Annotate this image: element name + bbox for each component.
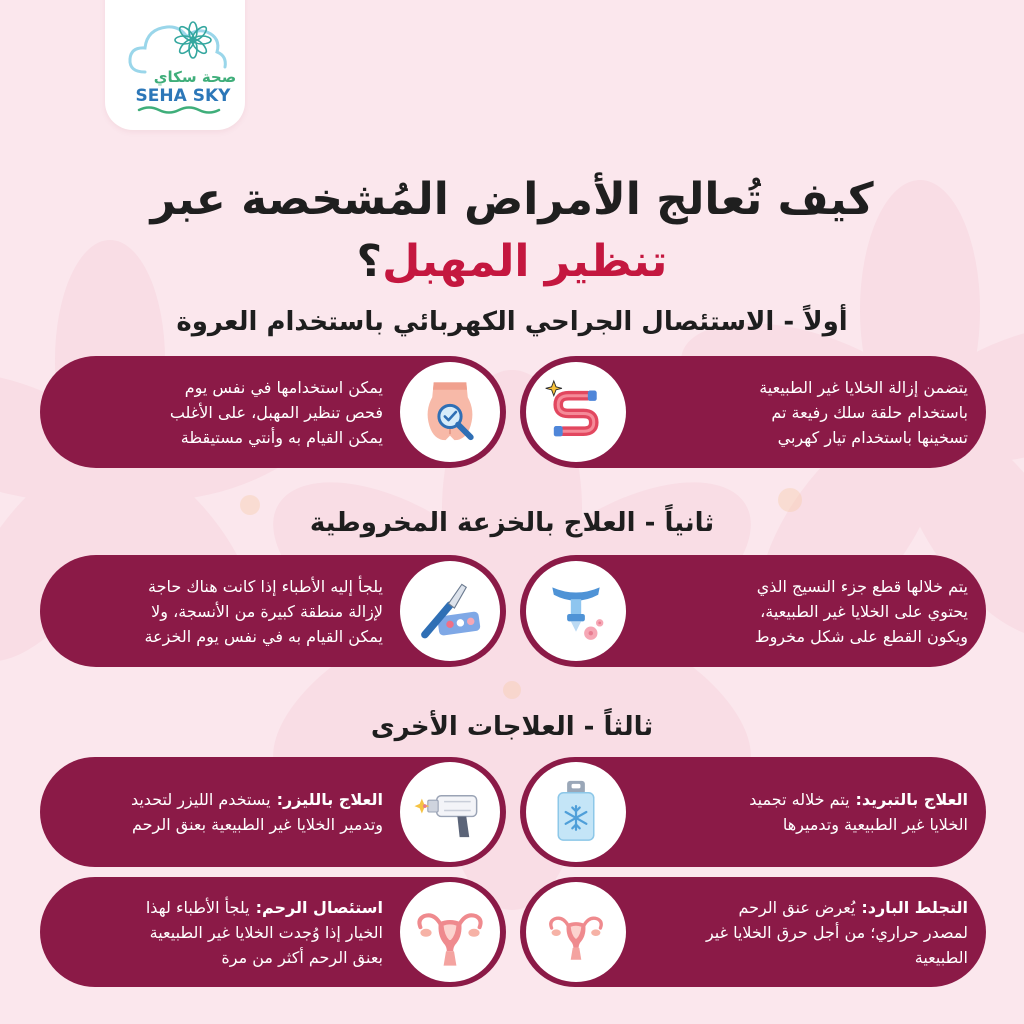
card-text	[58, 356, 383, 468]
logo-arabic-text: صحة سكاي	[153, 68, 237, 86]
card-text-line: يمكن استخدامها في نفس يوم	[184, 377, 383, 397]
card-text-line: يتم خلالها قطع جزء النسيج الذي	[756, 576, 968, 596]
card-text-line: الخلايا غير الطبيعية وتدميرها	[782, 815, 968, 834]
card-cone-biopsy-method	[520, 555, 986, 667]
card-text	[643, 356, 968, 468]
icon-circle	[400, 882, 500, 982]
section-heading-loop-excision: أولاً - الاستئصال الجراحي الكهربائي باستخدام العروة	[176, 307, 848, 337]
card-text-segment: يُعرض عنق الرحم	[738, 897, 856, 917]
card-text-line: الطبيعية	[914, 947, 968, 967]
card-text-line: يمكن القيام به وأنتي مستيقظة	[180, 427, 383, 447]
card-text-line: باستخدام حلقة سلك رفيعة تم	[771, 402, 968, 422]
page-title-highlight: تنظير المهبل	[382, 236, 668, 287]
card-text	[643, 757, 968, 867]
treatment-label: استئصال الرحم:	[255, 897, 383, 917]
card-text-line	[643, 787, 968, 812]
uterus-large-icon	[410, 892, 490, 972]
treatment-label: العلاج بالليزر:	[276, 790, 383, 809]
flower-emblem	[175, 22, 211, 58]
logo-waves	[139, 108, 219, 113]
card-text-line	[643, 895, 968, 920]
card-cold-coagulation	[520, 877, 986, 987]
icon-circle	[400, 362, 500, 462]
card-text	[58, 757, 383, 867]
card-text-line: لمصدر حراري؛ من أجل حرق الخلايا غير	[705, 922, 968, 942]
card-hysterectomy	[40, 877, 506, 987]
seha-sky-logo	[105, 0, 245, 130]
cryo-bag-snowflake-icon	[539, 775, 613, 849]
page-title-line-2	[0, 234, 1024, 290]
section-heading-cone-biopsy: ثانياً - العلاج بالخزعة المخروطية	[309, 508, 715, 538]
icon-circle	[526, 882, 626, 982]
loop-electrode-icon	[539, 375, 613, 449]
logo-english-text: SEHA SKY	[135, 86, 231, 106]
card-text-line: يمكن القيام به في نفس يوم الخزعة	[144, 626, 383, 646]
cone-biopsy-instrument-icon	[539, 574, 613, 648]
card-loop-excision-timing	[40, 356, 506, 468]
card-laser-therapy	[40, 757, 506, 867]
card-text-line: ويكون القطع على شكل مخروط	[754, 626, 968, 646]
card-text-line: يتضمن إزالة الخلايا غير الطبيعية	[759, 377, 968, 397]
icon-circle	[526, 362, 626, 462]
card-text	[643, 877, 968, 987]
treatment-label: التجلط البارد:	[861, 897, 968, 917]
scalpel-tray-icon	[413, 574, 487, 648]
card-text-line: الخيار إذا وُجدت الخلايا غير الطبيعية	[149, 922, 383, 942]
icon-circle	[400, 561, 500, 661]
card-text	[58, 877, 383, 987]
icon-circle	[526, 561, 626, 661]
card-text-line	[58, 895, 383, 920]
card-text	[58, 555, 383, 667]
card-text-line: لإزالة منطقة كبيرة من الأنسجة، ولا	[151, 601, 383, 621]
card-text-line: فحص تنظير المهبل، على الأغلب	[169, 402, 383, 422]
card-cryotherapy	[520, 757, 986, 867]
card-text-line: تسخينها باستخدام تيار كهربي	[777, 427, 968, 447]
card-text-line: يلجأ إليه الأطباء إذا كانت هناك حاجة	[148, 576, 383, 596]
page-title-line-1: كيف تُعالج الأمراض المُشخصة عبر	[150, 174, 874, 225]
card-text-line: وتدمير الخلايا غير الطبيعية بعنق الرحم	[131, 815, 383, 834]
cloud-outline	[130, 27, 225, 72]
card-text-line: بعنق الرحم أكثر من مرة	[221, 947, 383, 967]
card-text-line: يحتوي على الخلايا غير الطبيعية،	[760, 601, 968, 621]
treatment-label: العلاج بالتبريد:	[855, 790, 968, 809]
logo-card	[105, 0, 245, 130]
page-title-question-mark: ؟	[356, 236, 383, 287]
icon-circle	[526, 762, 626, 862]
card-loop-excision-method	[520, 356, 986, 468]
card-text-segment: يتم خلاله تجميد	[749, 790, 850, 809]
pelvis-magnifier-icon	[413, 375, 487, 449]
card-cone-biopsy-usage	[40, 555, 506, 667]
uterus-icon	[543, 899, 609, 965]
card-text-line	[58, 787, 383, 812]
card-text	[643, 555, 968, 667]
card-text-segment: يلجأ الأطباء لهذا	[145, 897, 250, 917]
card-text-segment: يستخدم الليزر لتحديد	[130, 790, 271, 809]
laser-device-icon	[413, 775, 487, 849]
icon-circle	[400, 762, 500, 862]
section-heading-other-treatments: ثالثاً - العلاجات الأخرى	[370, 712, 654, 742]
